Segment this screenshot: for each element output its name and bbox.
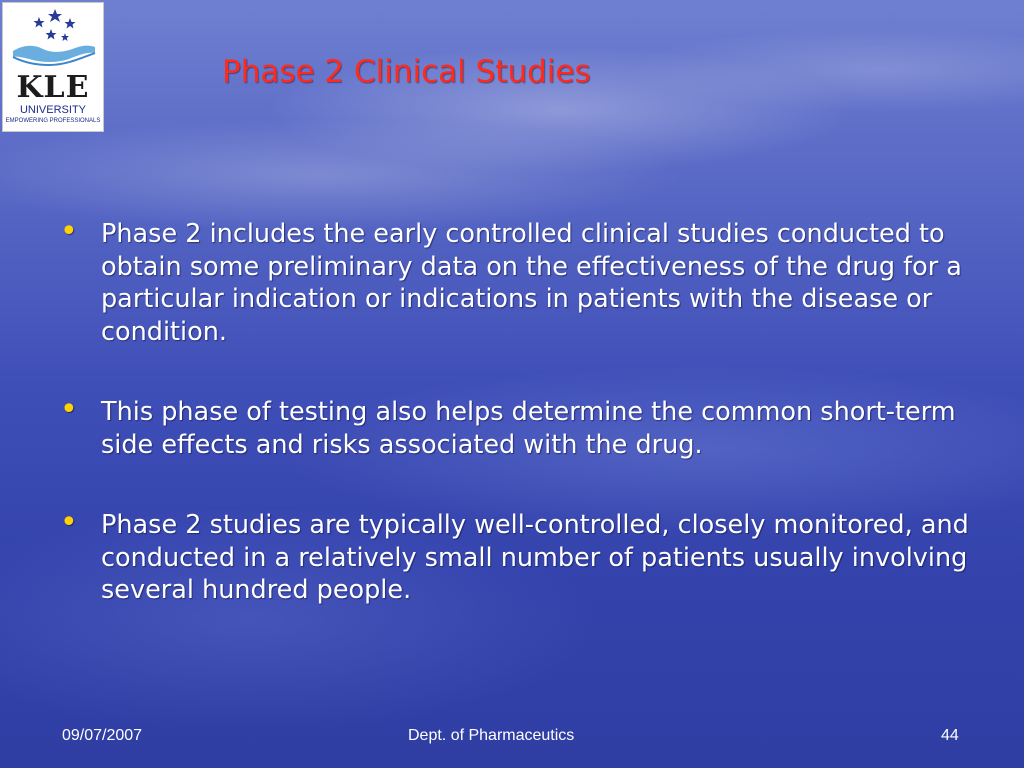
bullet-item bbox=[60, 392, 980, 461]
slide-title: Phase 2 Clinical Studies bbox=[222, 54, 591, 90]
logo-tagline-text: EMPOWERING PROFESSIONALS bbox=[5, 118, 101, 124]
hand-stars-emblem-icon bbox=[9, 7, 99, 73]
university-logo bbox=[2, 2, 104, 132]
footer-department: Dept. of Pharmaceutics bbox=[408, 727, 575, 744]
bullet-item bbox=[60, 214, 980, 348]
bullet-text: Phase 2 studies are typically well-controlled, closely monitored, and conducted in a relatively small number of patients usually involving several hundred people. bbox=[101, 510, 969, 605]
bullet-marker-icon: • bbox=[60, 505, 78, 540]
bullet-text: This phase of testing also helps determine the common short-term side effects and risks associated with the drug. bbox=[101, 397, 956, 460]
logo-university-text: UNIVERSITY bbox=[19, 104, 86, 116]
bullet-marker-icon: • bbox=[60, 392, 78, 427]
bullet-marker-icon: • bbox=[60, 214, 78, 249]
footer-page-number: 44 bbox=[941, 727, 959, 744]
footer-date: 09/07/2007 bbox=[62, 727, 143, 744]
bullet-list bbox=[60, 214, 980, 607]
bullet-text: Phase 2 includes the early controlled clinical studies conducted to obtain some preliminary data on the effectiveness of the drug for a particular indication or indications in patients with the disease or condition. bbox=[101, 219, 962, 347]
logo-kle-text: KLE bbox=[16, 70, 90, 105]
bullet-item bbox=[60, 505, 980, 607]
